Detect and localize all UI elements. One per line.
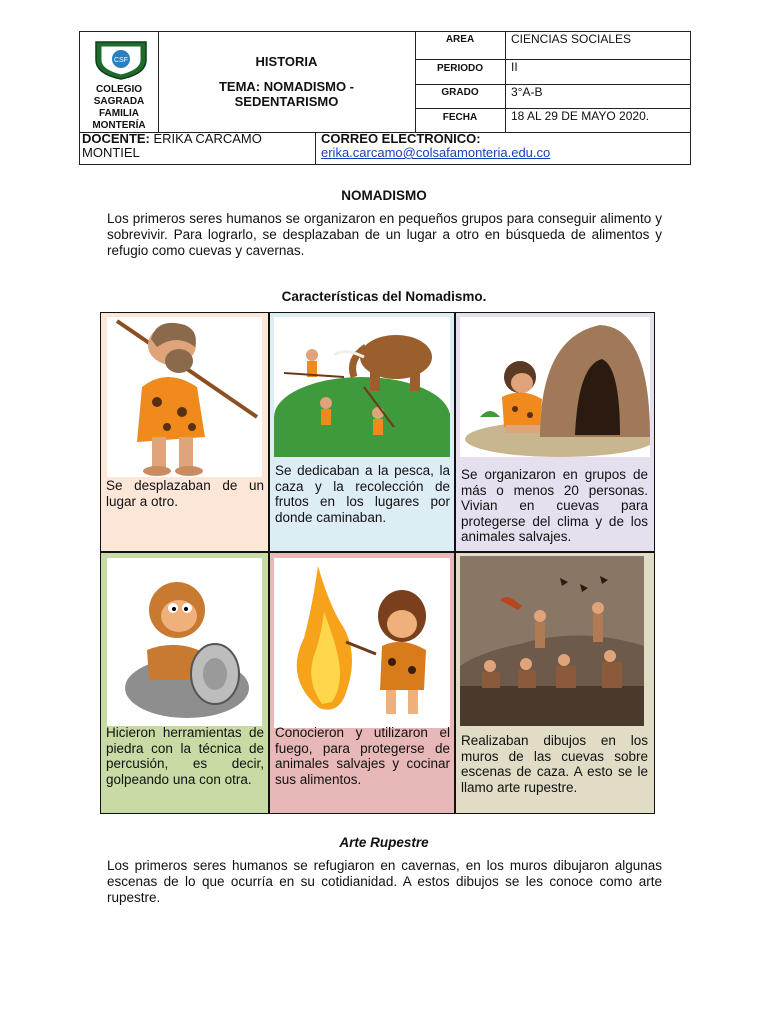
card-travel	[101, 313, 270, 553]
fecha-value: 18 AL 29 DE MAYO 2020.	[511, 109, 650, 123]
grado-value: 3°A-B	[511, 85, 543, 99]
card-tools	[101, 553, 270, 813]
card-text: Realizaban dibujos en los muros de las cuevas sobre escenas de caza. A esto se le llamo arte rupestre.	[461, 733, 648, 795]
grid-title: Características del Nomadismo.	[281, 289, 487, 304]
cave-shelter-image	[460, 317, 650, 457]
area-label: AREA	[445, 34, 475, 45]
docente-name: ERIKA CARCAMO	[149, 131, 262, 146]
periodo-value: II	[511, 60, 518, 74]
school-name-line: FAMILIA	[99, 108, 139, 119]
section-title: Arte Rupestre	[339, 835, 429, 850]
docente-name: MONTIEL	[82, 145, 140, 160]
card-hunting	[270, 313, 456, 553]
school-name-line: SAGRADA	[93, 96, 145, 107]
svg-text:CSF: CSF	[114, 57, 128, 64]
email-link[interactable]: erika.carcamo@colsafamonteria.edu.co	[321, 145, 551, 160]
school-name-line: MONTERÍA	[92, 120, 146, 131]
section-title: NOMADISMO	[341, 188, 427, 203]
card-text: Se dedicaban a la pesca, la caza y la recolección de frutos en los lugares por donde caminaban.	[275, 463, 450, 525]
card-text: Conocieron y utilizaron el fuego, para protegerse de animales salvajes y cocinar sus alimentos.	[275, 725, 450, 787]
grado-label: GRADO	[441, 87, 479, 98]
area-value: CIENCIAS SOCIALES	[511, 32, 632, 46]
header-table	[79, 31, 691, 165]
card-text: Se organizaron en grupos de más o menos 20 personas. Vivian en cuevas para protegerse del clima y de los animales salvajes.	[461, 467, 648, 544]
periodo-label: PERIODO	[436, 63, 484, 74]
hunting-scene-image	[274, 317, 450, 457]
fire-image	[274, 558, 450, 728]
card-fire	[270, 553, 456, 813]
stone-tools-image	[107, 558, 262, 726]
subject-title: HISTORIA	[255, 54, 318, 69]
characteristics-grid	[100, 312, 655, 814]
card-text: Hicieron herramientas de piedra con la técnica de percusión, es decir, golpeando una con otra.	[106, 725, 264, 787]
fecha-label: FECHA	[442, 112, 478, 123]
docente-label: DOCENTE:	[82, 131, 150, 146]
topic-title: SEDENTARISMO	[234, 94, 339, 109]
intro-paragraph: Los primeros seres humanos se organizaron en pequeños grupos para conseguir alimento y sobrevivir. Para lograrlo, se desplazaban de un lugar a otro en búsqueda de alimentos y refugio como cuevas y cavernas.	[107, 211, 662, 258]
card-rock-art	[456, 553, 654, 813]
cave-painting-image	[460, 556, 644, 726]
topic-title: TEMA: NOMADISMO -	[218, 79, 355, 94]
card-groups	[456, 313, 654, 553]
caveman-walking-image	[107, 317, 262, 477]
school-logo	[92, 38, 150, 80]
correo-label: CORREO ELECTRONICO:	[321, 131, 481, 146]
school-name-line: COLEGIO	[95, 84, 143, 95]
card-text: Se desplazaban de un lugar a otro.	[106, 478, 264, 509]
rock-art-paragraph: Los primeros seres humanos se refugiaron en cavernas, en los muros dibujaron algunas escenas de lo que ocurría en su cotidianidad. A estos dibujos se les conoce como arte rupestre.	[107, 858, 662, 905]
